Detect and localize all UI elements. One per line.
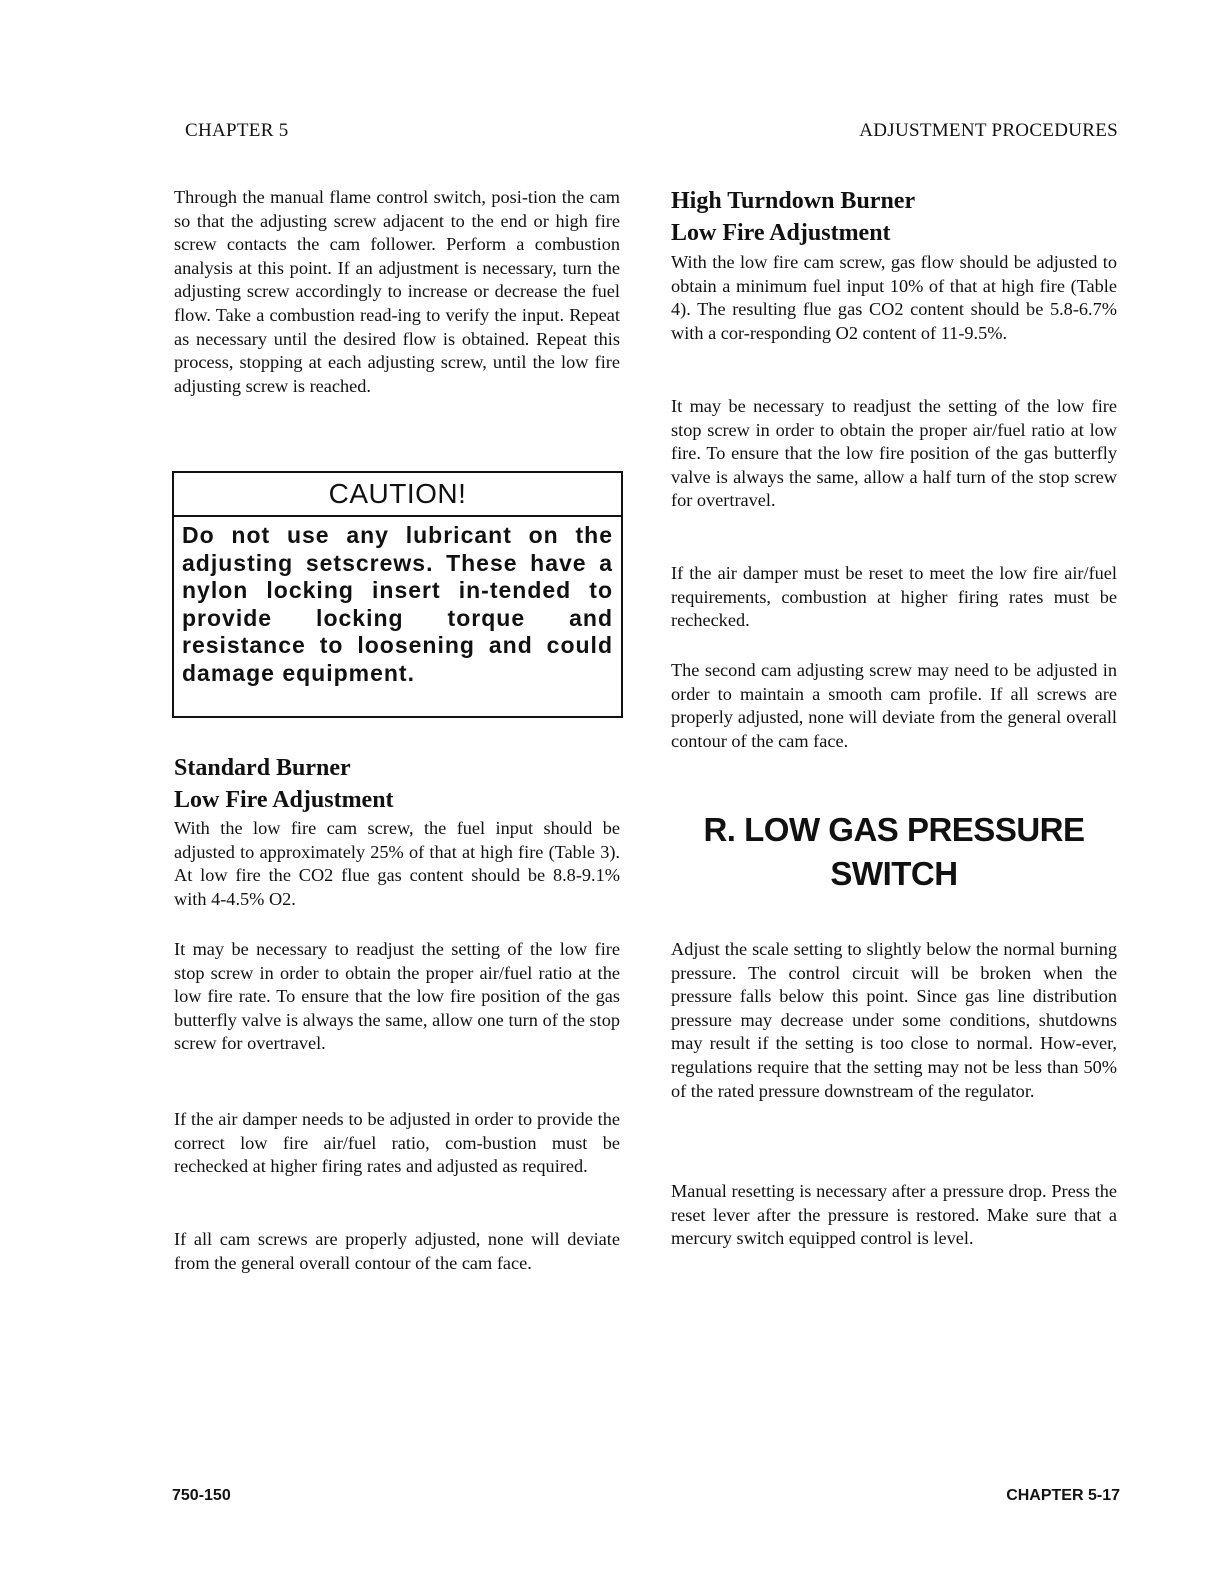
r-p2-block — [671, 1180, 1117, 1251]
section-r-title — [671, 808, 1117, 896]
std-p1-block — [174, 817, 620, 911]
header-chapter: CHAPTER 5 — [185, 120, 289, 141]
ht-p4-block — [671, 659, 1117, 753]
low-fire-adjustment-heading: Low Fire Adjustment — [174, 787, 394, 813]
header-section: ADJUSTMENT PROCEDURES — [859, 120, 1118, 141]
std-paragraph-3: If the air damper needs to be adjusted in order to provide the correct low fire air/fuel ratio, com-bustion must be rechecked at higher firing rates and adjusted as required. — [174, 1109, 620, 1177]
caution-title: CAUTION! — [174, 473, 621, 517]
caution-box — [172, 471, 623, 718]
high-turndown-heading: High Turndown Burner — [671, 188, 916, 214]
high-turndown-section — [671, 185, 1117, 249]
r-p1-block — [671, 938, 1117, 1103]
section-title-line-2: SWITCH — [830, 855, 958, 892]
ht-paragraph-2: It may be necessary to readjust the setting of the low fire stop screw in order to obtain the proper air/fuel ratio at low fire. To ensure that the low fire position of the gas butterfly valve is always the same, allow a half turn of the stop screw for overtravel. — [671, 396, 1117, 511]
intro-paragraph: Through the manual flame control switch, posi-tion the cam so that the adjusting screw adjacent to the end or high fire screw contacts the cam follower. Perform a combustion analysis at this point. If an adjustment is necessary, turn the adjusting screw accordingly to increase or decrease the fuel flow. Take a combustion read-ing to verify the input. Repeat as necessary until the desired flow is obtained. Repeat this process, stopping at each adjusting screw, until the low fire adjusting screw is reached. — [174, 187, 620, 396]
footer-doc-number: 750-150 — [172, 1487, 231, 1504]
left-column — [174, 186, 620, 398]
section-title-line-1: R. LOW GAS PRESSURE — [703, 811, 1085, 848]
std-p3-block — [174, 1108, 620, 1179]
standard-burner-section — [174, 752, 620, 816]
ht-paragraph-4: The second cam adjusting screw may need to be adjusted in order to maintain a smooth cam profile. If all screws are properly adjusted, none will deviate from the general overall contour of the cam face. — [671, 660, 1117, 751]
std-p2-block — [174, 938, 620, 1056]
standard-burner-heading: Standard Burner — [174, 755, 351, 781]
footer-page-number: CHAPTER 5-17 — [1006, 1487, 1120, 1504]
std-paragraph-2: It may be necessary to readjust the setting of the low fire stop screw in order to obtain the proper air/fuel ratio at the low fire rate. To ensure that the low fire position of the gas butterfly valve is always the same, allow one turn of the stop screw for overtravel. — [174, 939, 620, 1054]
ht-low-fire-adjustment-heading: Low Fire Adjustment — [671, 220, 891, 246]
std-paragraph-1: With the low fire cam screw, the fuel input should be adjusted to approximately 25% of that at high fire (Table 3). At low fire the CO2 flue gas content should be 8.8-9.1% with 4-4.5% O2. — [174, 818, 620, 909]
r-paragraph-2: Manual resetting is necessary after a pressure drop. Press the reset lever after the pressure is restored. Make sure that a mercury switch equipped control is level. — [671, 1181, 1117, 1249]
ht-p3-block — [671, 562, 1117, 633]
std-p4-block — [174, 1228, 620, 1275]
ht-p2-block — [671, 395, 1117, 513]
ht-paragraph-3: If the air damper must be reset to meet the low fire air/fuel requirements, combustion at higher firing rates must be rechecked. — [671, 563, 1117, 631]
std-paragraph-4: If all cam screws are properly adjusted, none will deviate from the general overall contour of the cam face. — [174, 1229, 620, 1273]
caution-text: Do not use any lubricant on the adjusting setscrews. These have a nylon locking insert in-tended to provide locking torque and resistance to loosening and could damage equipment. — [182, 522, 613, 686]
r-paragraph-1: Adjust the scale setting to slightly below the normal burning pressure. The control circuit will be broken when the pressure falls below this point. Since gas line distribution pressure may decrease under some conditions, shutdowns may result if the setting is too close to normal. How-ever, regulations require that the setting may not be less than 50% of the rated pressure downstream of the regulator. — [671, 939, 1117, 1101]
ht-p1-block — [671, 251, 1117, 345]
ht-paragraph-1: With the low fire cam screw, gas flow should be adjusted to obtain a minimum fuel input 10% of that at high fire (Table 4). The resulting flue gas CO2 content should be 5.8-6.7% with a cor-responding O2 content of 11-9.5%. — [671, 252, 1117, 343]
